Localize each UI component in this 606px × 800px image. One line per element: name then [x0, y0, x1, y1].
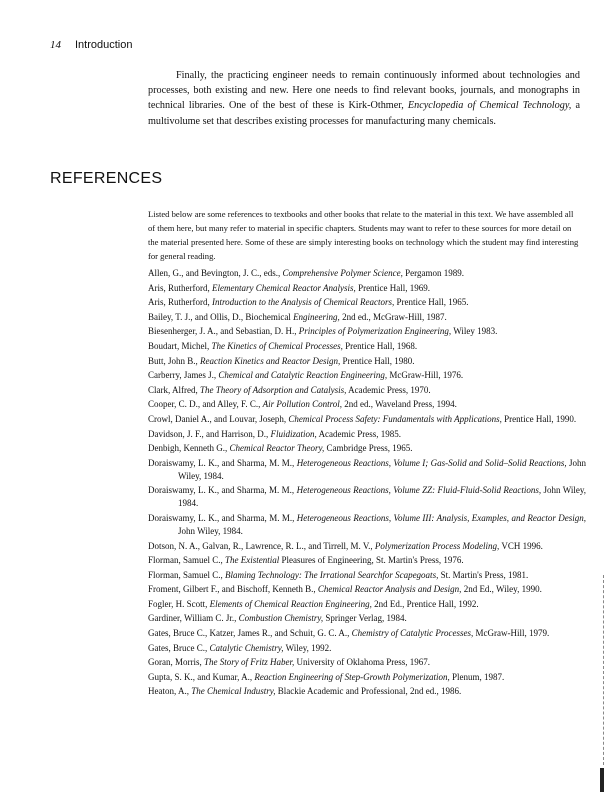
reference-publisher: Plenum, 1987. [452, 671, 505, 682]
reference-authors: Florman, Samuel C., [148, 569, 223, 580]
reference-authors: Biesenherger, J. A., and Sebastian, D. H., [148, 326, 297, 337]
reference-publisher: 2nd Ed., Wiley, 1990. [463, 584, 542, 595]
reference-publisher: Springer Verlag, 1984. [325, 613, 407, 624]
section-title: Introduction [75, 39, 133, 51]
reference-title: The Kinetics of Chemical Processes, [211, 340, 343, 351]
reference-publisher: John Wiley, 1984. [178, 457, 587, 481]
reference-authors: Heaton, A., [148, 686, 189, 697]
references-lead: Listed below are some references to textbooks and other books that relate to the material in this text. We have assembled all of them here, but many refer to material in specific chapters. Students may want to refer to these sources for more detail on the material presented here. Some of these are simply interesting books on technology which the student may find interesting for general reading. [148, 209, 579, 261]
reference-publisher: Wiley, 1992. [285, 642, 332, 653]
reference-title: Elements of Chemical Reaction Engineering, [209, 598, 372, 609]
reference-title: Polymerization Process Modeling, [374, 540, 500, 551]
reference-entry [148, 355, 586, 368]
reference-title: Heterogeneous Reactions, Volume ZZ: Fluid-Fluid-Solid Reactions, [296, 485, 542, 496]
reference-publisher: VCH 1996. [501, 540, 543, 551]
reference-title: Principles of Polymerization Engineering, [298, 326, 452, 337]
reference-entry [148, 685, 586, 698]
reference-authors: Aris, Rutherford, [148, 282, 210, 293]
reference-publisher: Pergamon 1989. [405, 268, 464, 278]
references-heading: REFERENCES [50, 170, 163, 187]
intro-text-2: a multivolume set that describes existing processes for manufacturing many chemicals. [148, 100, 580, 127]
reference-authors: Florman, Samuel C., [148, 555, 223, 566]
intro-book-title: Encyclopedia of Chemical Technology, [407, 100, 572, 112]
reference-title: Chemical Reactor Theory, [229, 443, 325, 454]
reference-entry [148, 484, 586, 510]
reference-title: Chemical and Catalytic Reaction Engineering, [218, 370, 388, 381]
reference-entry [148, 340, 586, 353]
reference-title: Elementary Chemical Reactor Analysis, [212, 282, 356, 293]
reference-authors: Clark, Alfred, [148, 384, 198, 395]
reference-list [148, 267, 586, 700]
reference-publisher: John Wiley, 1984. [178, 485, 587, 509]
reference-publisher: Blackie Academic and Professional, 2nd ed., 1986. [277, 686, 462, 697]
reference-publisher: 2nd ed., Waveland Press, 1994. [344, 399, 457, 410]
reference-title: Reaction Engineering of Step-Growth Polymerization, [254, 671, 450, 682]
reference-authors: Gates, Bruce C., [148, 642, 208, 653]
reference-authors: Boudart, Michel, [148, 340, 210, 351]
scan-artifact-line [603, 575, 605, 765]
reference-publisher: Cambridge Press, 1965. [326, 443, 413, 454]
reference-publisher: Prentice Hall, 1969. [358, 282, 431, 293]
reference-entry [148, 442, 586, 455]
reference-entry [148, 512, 586, 538]
reference-authors: Doraiswamy, L. K., and Sharma, M. M., [148, 485, 295, 496]
reference-authors: Doraiswamy, L. K., and Sharma, M. M., [148, 457, 295, 468]
reference-authors: Denbigh, Kenneth G., [148, 443, 228, 454]
reference-authors: Goran, Morris, [148, 657, 202, 668]
reference-authors: Dotson, N. A., Galvan, R., Lawrence, R. L., and Tirrell, M. V., [148, 540, 373, 551]
reference-authors: Froment, Gilbert F., and Bischoff, Kenneth B., [148, 584, 316, 595]
reference-authors: Aris, Rutherford, [148, 297, 210, 308]
reference-authors: Allen, G., and Bevington, J. C., eds., [148, 268, 281, 278]
scan-artifact-mark [600, 768, 604, 792]
reference-entry [148, 325, 586, 338]
reference-authors: Bailey, T. J., and Ollis, D., Biochemical [148, 311, 291, 322]
reference-title: Heterogeneous Reactions, Volume I; Gas-Solid and Solid–Solid Reactions, [296, 457, 567, 468]
reference-title: Chemistry of Catalytic Processes, [351, 628, 474, 639]
running-head [50, 39, 132, 51]
reference-entry [148, 428, 586, 441]
reference-entry [148, 282, 586, 295]
reference-title: Air Pollution Control, [262, 399, 343, 410]
reference-publisher: Prentice Hall, 1968. [345, 340, 418, 351]
reference-title: Engineering, [293, 311, 340, 322]
reference-title: The Existential [225, 555, 280, 566]
reference-entry [148, 569, 586, 582]
reference-title: Comprehensive Polymer Science, [282, 268, 403, 278]
reference-title: Reaction Kinetics and Reactor Design, [200, 355, 341, 366]
reference-authors: Gardiner, William C. Jr., [148, 613, 237, 624]
reference-authors: Carberry, James J., [148, 370, 217, 381]
reference-title: Chemical Process Safety: Fundamentals with Applications, [288, 413, 502, 424]
reference-entry [148, 554, 586, 567]
reference-publisher: John Wiley, 1984. [178, 525, 243, 536]
reference-entry [148, 598, 586, 611]
reference-publisher: Prentice Hall, 1980. [342, 355, 415, 366]
reference-title: The Story of Fritz Haber, [204, 657, 295, 668]
reference-entry [148, 656, 586, 669]
reference-entry [148, 369, 586, 382]
reference-authors: Butt, John B., [148, 355, 198, 366]
reference-publisher: Prentice Hall, 1965. [396, 297, 469, 308]
reference-entry [148, 612, 586, 625]
reference-title: Heterogeneous Reactions, Volume III: Analysis, Examples, and Reactor Design, [296, 512, 586, 523]
reference-publisher: Wiley 1983. [453, 326, 498, 337]
reference-publisher: Prentice Hall, 1990. [504, 413, 577, 424]
reference-publisher: McGraw-Hill, 1979. [475, 628, 550, 639]
reference-publisher: 2nd Ed., Prentice Hall, 1992. [374, 598, 479, 609]
reference-authors: Crowl, Daniel A., and Louvar, Joseph, [148, 413, 287, 424]
reference-publisher: University of Oklahoma Press, 1967. [296, 657, 430, 668]
reference-title: The Chemical Industry, [191, 686, 276, 697]
reference-entry [148, 296, 586, 309]
reference-entry [148, 311, 586, 324]
reference-entry [148, 627, 586, 640]
reference-entry [148, 267, 586, 280]
reference-title: Blaming Technology: The Irrational Searchfor Scapegoats, [225, 569, 439, 580]
reference-publisher: McGraw-Hill, 1976. [389, 370, 464, 381]
reference-publisher: Academic Press, 1985. [318, 428, 402, 439]
reference-entry [148, 583, 586, 596]
reference-entry [148, 671, 586, 684]
reference-title: Combustion Chemistry, [238, 613, 324, 624]
reference-title: The Theory of Adsorption and Catalysis, [200, 384, 347, 395]
reference-authors: Gupta, S. K., and Kumar, A., [148, 671, 253, 682]
reference-publisher: St. Martin's Press, 1981. [440, 569, 529, 580]
reference-publisher: Academic Press, 1970. [348, 384, 431, 395]
reference-entry [148, 398, 586, 411]
reference-title: Introduction to the Analysis of Chemical Reactors, [212, 297, 395, 308]
reference-authors: Cooper, C. D., and Alley, F. C., [148, 399, 261, 410]
reference-entry [148, 413, 586, 426]
reference-entry [148, 457, 586, 483]
reference-authors: Gates, Bruce C., Katzer, James R., and Schuit, G. C. A., [148, 628, 350, 639]
reference-authors: Davidson, J. F., and Harrison, D., [148, 428, 269, 439]
intro-text-1: Finally, the practicing engineer needs to remain continuously informed about technologies and processes, both existing and new. Here one needs to find relevant books, journals, and monographs in technical libraries. One of the best of these is Kirk-Othmer, [148, 70, 580, 112]
reference-entry [148, 384, 586, 397]
reference-authors: Fogler, H. Scott, [148, 598, 208, 609]
reference-title: Chemical Reactor Analysis and Design, [317, 584, 462, 595]
page-number: 14 [50, 39, 61, 51]
reference-publisher: Pleasures of Engineering, St. Martin's Press, 1976. [281, 555, 464, 566]
reference-title: Fluidization, [270, 428, 317, 439]
reference-title: Catalytic Chemistry, [209, 642, 284, 653]
intro-paragraph [148, 68, 580, 129]
reference-authors: Doraiswamy, L. K., and Sharma, M. M., [148, 512, 295, 523]
reference-entry [148, 642, 586, 655]
reference-entry [148, 540, 586, 553]
reference-publisher: 2nd ed., McGraw-Hill, 1987. [342, 311, 447, 322]
